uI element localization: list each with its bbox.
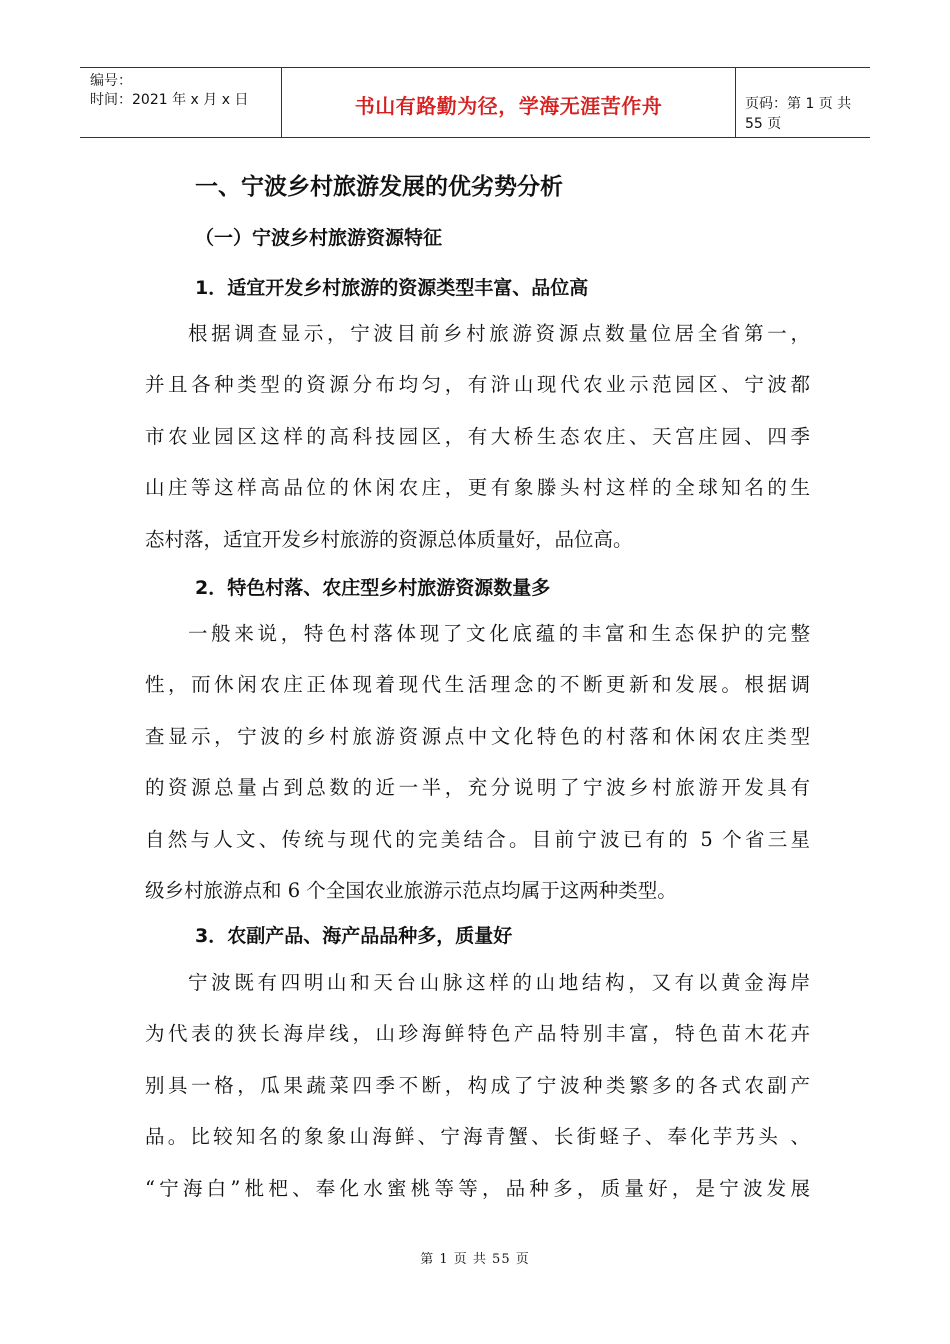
section-heading: （一）宁波乡村旅游资源特征	[195, 227, 443, 249]
paragraph-1	[145, 308, 810, 565]
paragraph-line: 并且各种类型的资源分布均匀，有浒山现代农业示范园区、宁波都	[145, 373, 810, 397]
paragraph-line: 别具一格，瓜果蔬菜四季不断，构成了宁波种类繁多的各式农副产	[145, 1073, 810, 1097]
paragraph-line: 态村落，适宜开发乡村旅游的资源总体质量好，品位高。	[145, 527, 633, 551]
paragraph-line: 的资源总量占到总数的近一半，充分说明了宁波乡村旅游开发具有	[145, 776, 810, 800]
paragraph-3	[145, 957, 810, 1214]
document-title: 一、宁波乡村旅游发展的优劣势分析	[195, 174, 563, 200]
page-info: 页码：第 1 页 共 55 页	[745, 96, 852, 132]
subsection-heading-2: 2．特色村落、农庄型乡村旅游资源数量多	[195, 577, 551, 599]
header-meta-cell	[80, 68, 281, 137]
document-header	[80, 67, 870, 138]
paragraph-line: 为代表的狭长海岸线，山珍海鲜特色产品特别丰富，特色苗木花卉	[145, 1022, 810, 1046]
paragraph-line: 市农业园区这样的高科技园区，有大桥生态农庄、天宫庄园、四季	[145, 424, 810, 448]
paragraph-2	[145, 608, 810, 916]
paragraph-line: 性，而休闲农庄正体现着现代生活理念的不断更新和发展。根据调	[145, 673, 810, 697]
paragraph-line: 一般来说，特色村落体现了文化底蕴的丰富和生态保护的完整	[188, 622, 810, 645]
paragraph-line: 自然与人文、传统与现代的完美结合。目前宁波已有的 5 个省三星	[145, 827, 810, 851]
subsection-heading-1: 1．适宜开发乡村旅游的资源类型丰富、品位高	[195, 277, 589, 299]
paragraph-line: 宁波既有四明山和天台山脉这样的山地结构，又有以黄金海岸	[188, 971, 810, 994]
paragraph-line: 根据调查显示，宁波目前乡村旅游资源点数量位居全省第一，	[188, 322, 810, 345]
time-label: 时间：2021 年 x 月 x 日	[90, 92, 249, 108]
page-footer: 第 1 页 共 55 页	[420, 1252, 530, 1267]
paragraph-line: 品。比较知名的象象山海鲜、宁海青蟹、长街蛏子、奉化芋艿头 、	[145, 1125, 810, 1149]
paragraph-line: “宁海白”枇杷、奉化水蜜桃等等，品种多，质量好，是宁波发展	[145, 1176, 810, 1200]
number-label: 编号：	[90, 73, 132, 89]
paragraph-line: 查显示，宁波的乡村旅游资源点中文化特色的村落和休闲农庄类型	[145, 724, 810, 748]
header-page-cell	[735, 68, 870, 137]
motto: 书山有路勤为径，学海无涯苦作舟	[354, 94, 663, 118]
paragraph-line: 山庄等这样高品位的休闲农庄，更有象滕头村这样的全球知名的生	[145, 476, 810, 500]
header-motto-cell	[281, 68, 736, 137]
paragraph-line: 级乡村旅游点和 6 个全国农业旅游示范点均属于这两种类型。	[145, 879, 677, 903]
subsection-heading-3: 3．农副产品、海产品品种多，质量好	[195, 925, 513, 947]
